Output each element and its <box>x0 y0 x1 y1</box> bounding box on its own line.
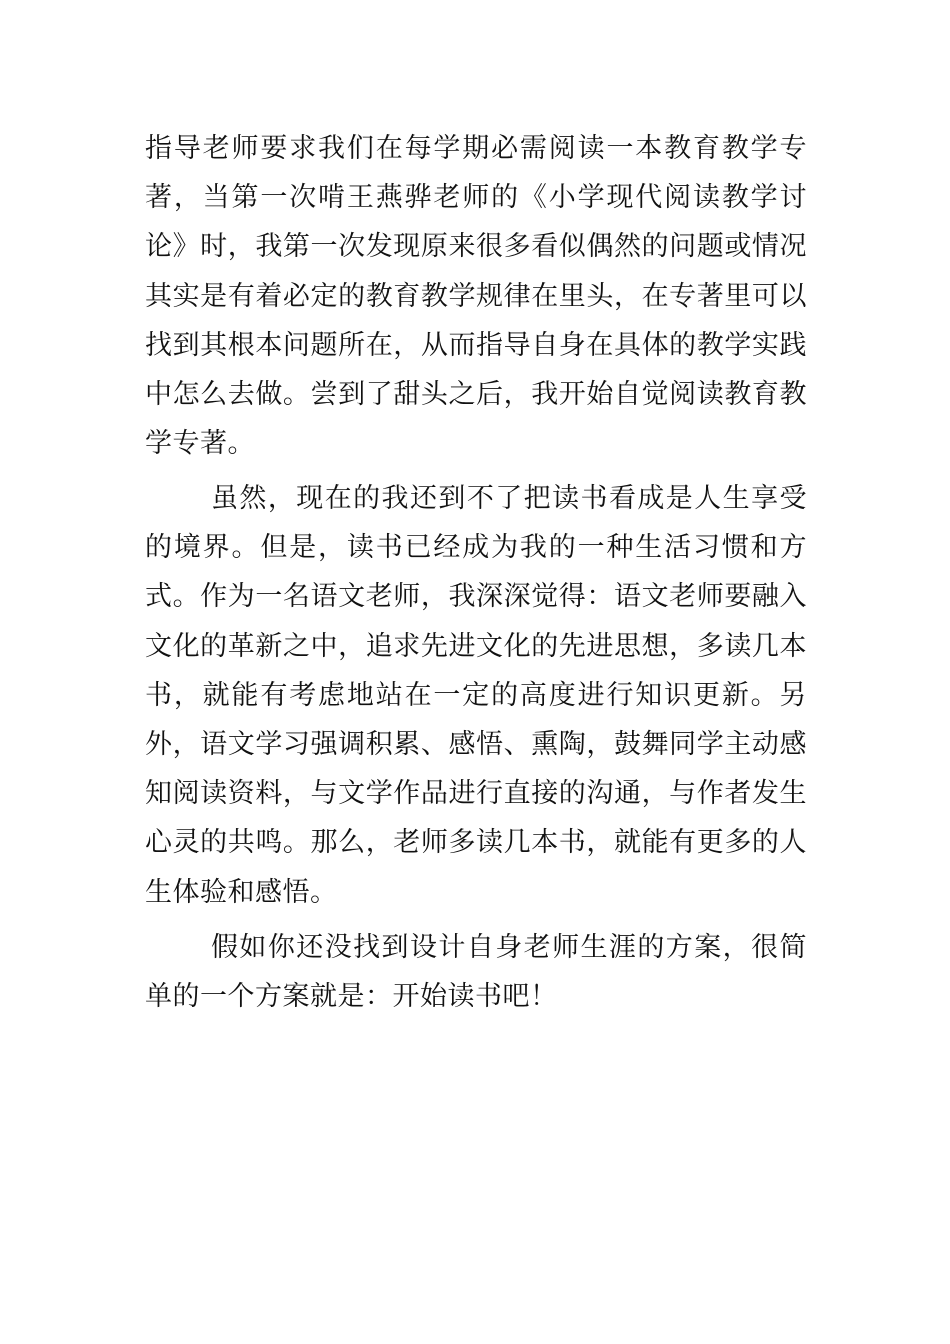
paragraph-3: 假如你还没找到设计自身老师生涯的方案，很简单的一个方案就是：开始读书吧！ <box>145 932 807 1013</box>
paragraph-1: 指导老师要求我们在每学期必需阅读一本教育教学专著，当第一次啃王燕骅老师的《小学现代阅读教学讨论》时，我第一次发现原来很多看似偶然的问题或情况其实是有着必定的教育教学规律在里头，在专著里可以找到其根本问题所在，从而指导自身在具体的教学实践中怎么去做。尝到了甜头之后，我开始自觉阅读教育教学专著。 <box>145 133 807 460</box>
paragraph-2: 虽然，现在的我还到不了把读书看成是人生享受的境界。但是，读书已经成为我的一种生活习惯和方式。作为一名语文老师，我深深觉得：语文老师要融入文化的革新之中，追求先进文化的先进思想，多读几本书，就能有考虑地站在一定的高度进行知识更新。另外，语文学习强调积累、感悟、熏陶，鼓舞同学主动感知阅读资料，与文学作品进行直接的沟通，与作者发生心灵的共鸣。那么，老师多读几本书，就能有更多的人生体验和感悟。 <box>145 483 807 908</box>
